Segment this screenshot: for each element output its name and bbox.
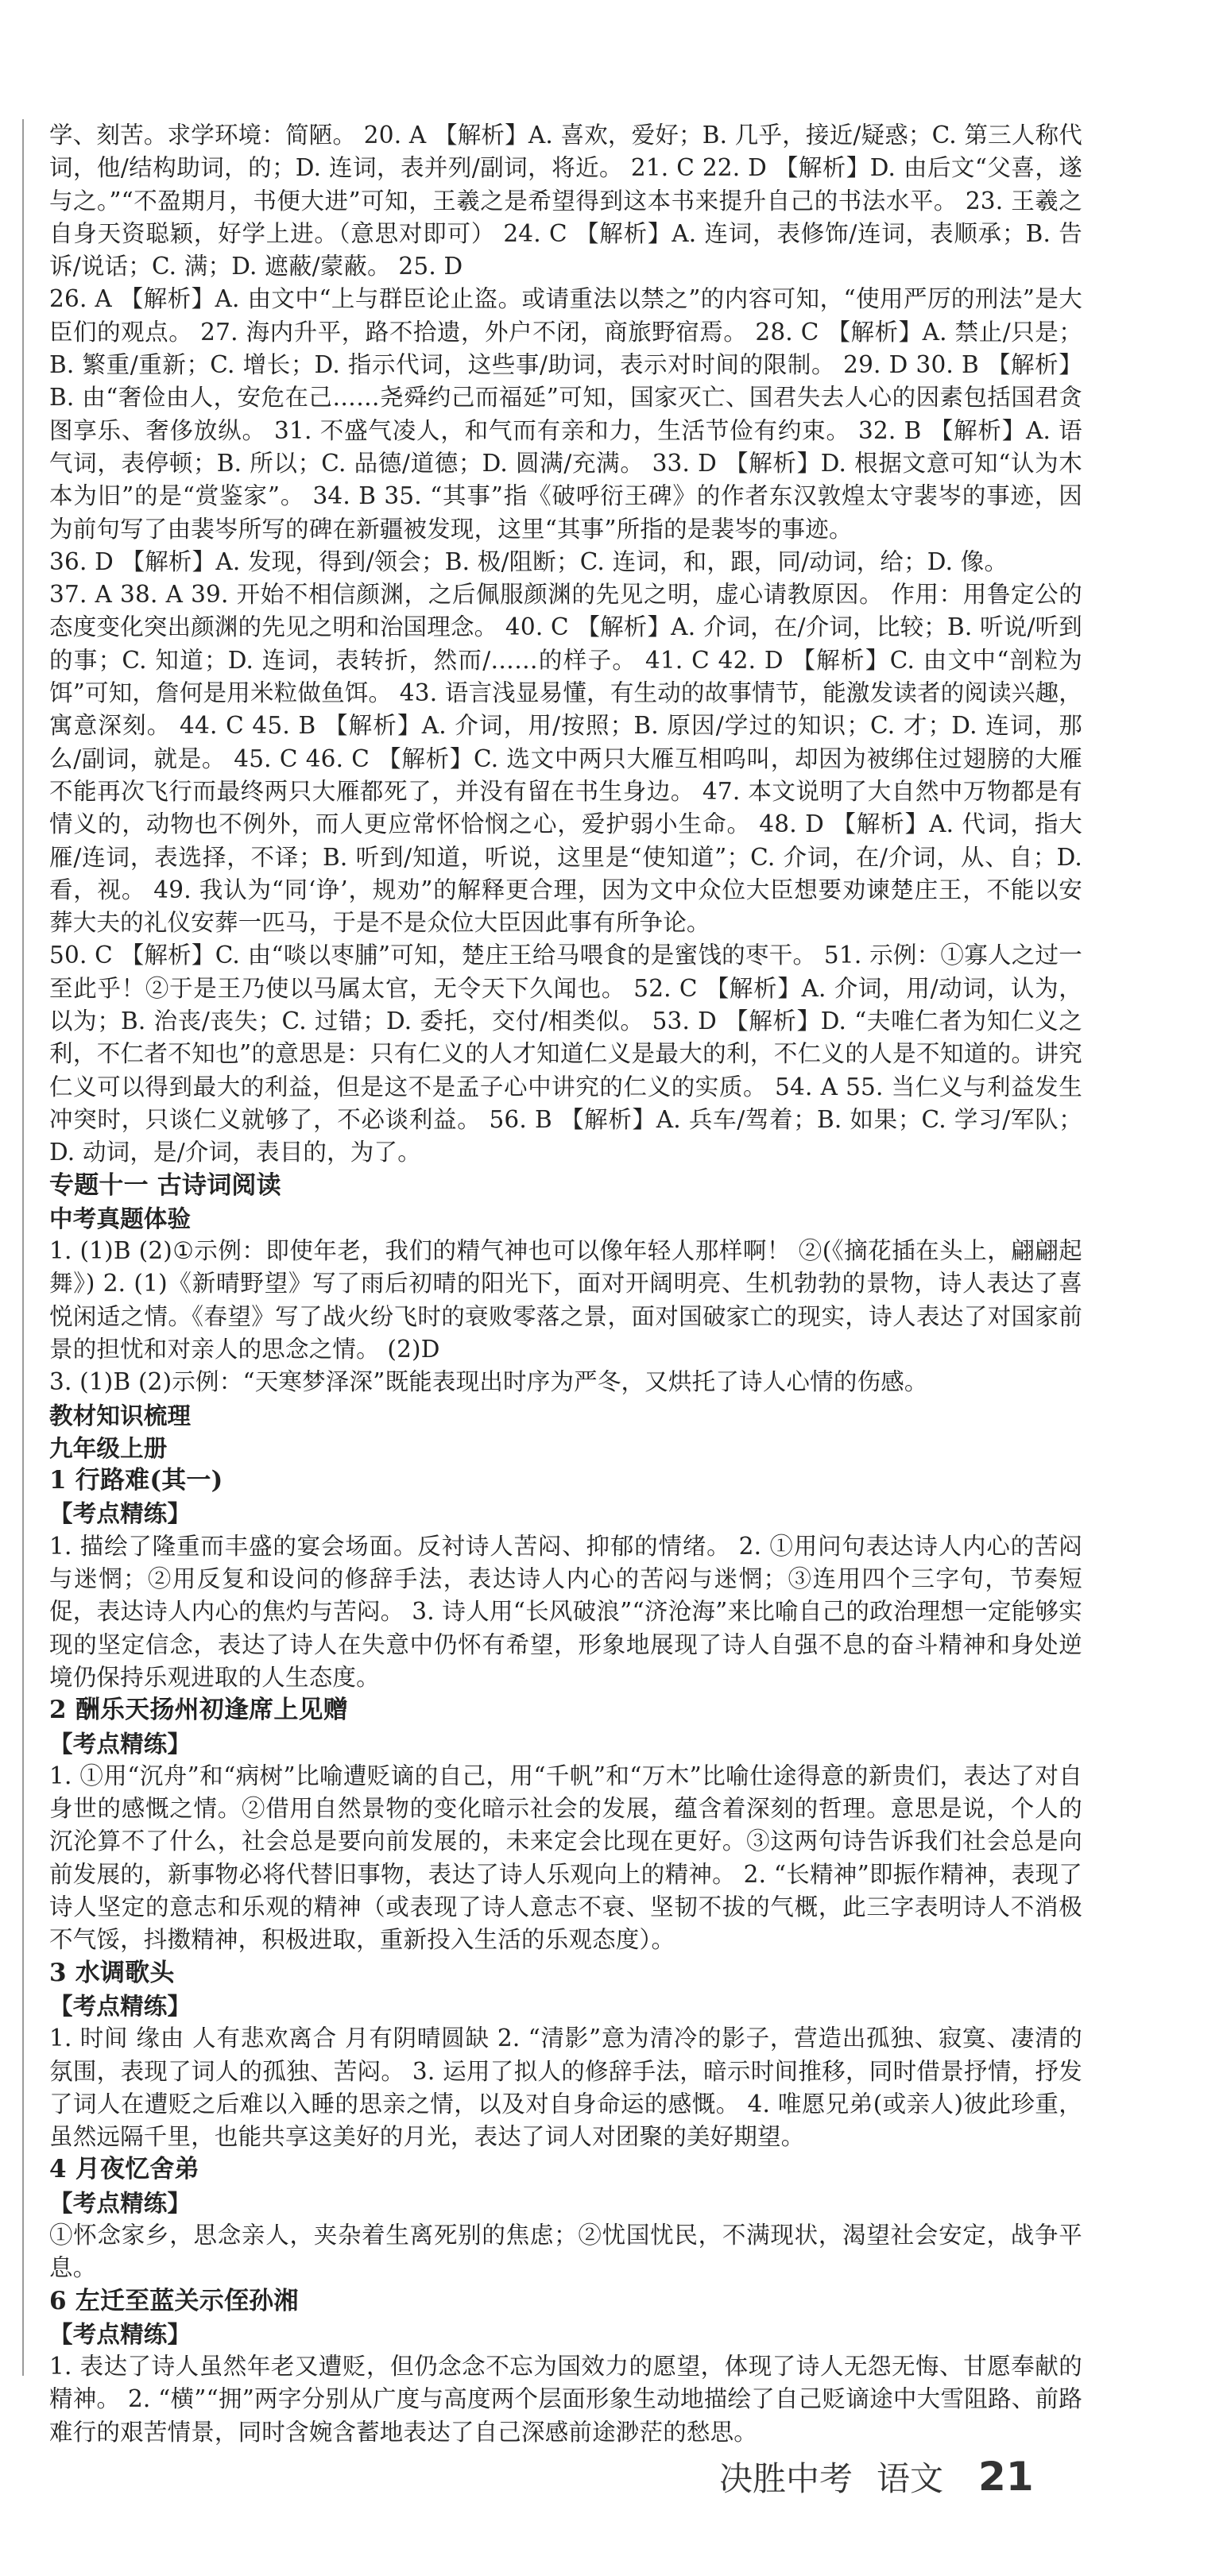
drill-label: 【考点精练】 [49, 1991, 192, 2020]
poem-answer-2: 1. ①用“沉舟”和“病树”比喻遭贬谪的自己，用“千帆”和“万木”比喻仕途得意的新贵们，表达了对自身世的感慨之情。②借用自然景物的变化暗示社会的发展，蕴含着深刻的哲理。意思是说，个人的沉沦算不了什么，社会总是要向前发展的，未来定会比现在更好。③这两句诗告诉我们社会总是向前发展的，新事物必将代替旧事物，表达了诗人乐观向上的精神。 2. “长精神”即振作精神，表现了诗人坚定的意志和乐观的精神（或表现了诗人意志不衰、坚韧不拔的气概，此三字表明诗人不消极不气馁，抖擞精神，积极进取，重新投入生活的乐观态度）。 [49, 1762, 1082, 1954]
poem-answer-5: 1. 表达了诗人虽然年老又遭贬，但仍念念不忘为国效力的愿望，体现了诗人无怨无悔、甘愿奉献的精神。 2. “横”“拥”两字分别从广度与高度两个层面形象生动地描绘了自己贬谪途中大雪阻路、前路难行的艰苦情景，同时含婉含蓄地表达了自己深感前途渺茫的愁思。 [49, 2353, 1082, 2446]
drill-label: 【考点精练】 [49, 2188, 192, 2217]
poem-answer-4: ①怀念家乡，思念亲人，夹杂着生离死别的焦虑；②忧国忧民，不满现状，渴望社会安定，战争平息。 [49, 2222, 1082, 2282]
poem-title-3: 3 水调歌头 [49, 1958, 175, 1987]
answer-paragraph-classical-2: 26. A 【解析】A. 由文中“上与群臣论止盗。或请重法以禁之”的内容可知，“使用严厉的刑法”是大臣们的观点。 27. 海内升平，路不拾遗，外户不闭，商旅野宿焉。 28. C 【解析】A. 禁止/只是；B. 繁重/重新；C. 增长；D. 指示代词，这些事/助词，表示对时间的限制。 29. D 30. B 【解析】B. 由“奢俭由人，安危在己……尧舜约己而福延”可知，国家灭亡、国君失去人心的因素包括国君贪图享乐、奢侈放纵。 31. 不盛气凌人，和气而有亲和力，生活节俭有约束。 32. B 【解析】A. 语气词，表停顿；B. 所以；C. 品德/道德；D. 圆满/充满。 33. D 【解析】D. 根据文意可知“认为木本为旧”的是“赏鉴家”。 34. B 35. “其事”指《破呼衍王碑》的作者东汉敦煌太守裴岑的事迹，因为前句写了由裴岑所写的碑在新疆被发现，这里“其事”所指的是裴岑的事迹。 [49, 285, 1082, 543]
exam-answer-paragraph-1: 1. (1)B (2)①示例：即使年老，我们的精气神也可以像年轻人那样啊！ ②(《摘花插在头上，翩翩起舞》) 2. (1)《新晴野望》写了雨后初晴的阳光下，面对开阔明亮、生机勃勃的景物，诗人表达了喜悦闲适之情。《春望》写了战火纷飞时的衰败零落之景，面对国破家亡的现实，诗人表达了对国家前景的担忧和对亲人的思念之情。 (2)D [49, 1237, 1082, 1363]
answer-paragraph-classical-3: 36. D 【解析】A. 发现，得到/领会；B. 极/阻断；C. 连词，和，跟，同/动词，给；D. 像。 [49, 547, 1008, 575]
poem-answer-3: 1. 时间 缘由 人有悲欢离合 月有阴晴圆缺 2. “清影”意为清冷的影子，营造出孤独、寂寞、凄清的氛围，表现了词人的孤独、苦闷。 3. 运用了拟人的修辞手法，暗示时间推移，同时借景抒情，抒发了词人在遭贬之后难以入睡的思亲之情，以及对自身命运的感慨。 4. 唯愿兄弟(或亲人)彼此珍重，虽然远隔千里，也能共享这美好的月光，表达了词人对团聚的美好期望。 [49, 2025, 1082, 2151]
poem-title-4: 4 月夜忆舍弟 [49, 2155, 199, 2184]
drill-label: 【考点精练】 [49, 1499, 192, 1528]
topic-title: 专题十一 古诗词阅读 [49, 1170, 281, 1200]
footer-subject: 语文 [877, 2459, 944, 2498]
exam-section-title: 中考真题体验 [49, 1204, 192, 1232]
answer-paragraph-classical-4: 37. A 38. A 39. 开始不相信颜渊，之后佩服颜渊的先见之明，虚心请教原因。 作用：用鲁定公的态度变化突出颜渊的先见之明和治国理念。 40. C 【解析】A. 介词，在/介词，比较；B. 听说/听到的事；C. 知道；D. 连词，表转折，然而/……的样子。 41. C 42. D 【解析】C. 由文中“剖粒为饵”可知，詹何是用米粒做鱼饵。 43. 语言浅显易懂，有生动的故事情节，能激发读者的阅读兴趣，寓意深刻。 44. C 45. B 【解析】A. 介词，用/按照；B. 原因/学过的知识；C. 才；D. 连词，那么/副词，就是。 45. C 46. C 【解析】C. 选文中两只大雁互相呜叫，却因为被绑住过翅膀的大雁不能再次飞行而最终两只大雁都死了，并没有留在书生身边。 47. 本文说明了大自然中万物都是有情义的，动物也不例外，而人更应常怀恰悯之心，爱护弱小生命。 48. D 【解析】A. 代词，指大雁/连词，表选择，不译；B. 听到/知道，听说，这里是“使知道”；C. 介词，在/介词，从、自；D. 看，视。 49. 我认为“同‘诤’，规劝”的解释更合理，因为文中众位大臣想要劝谏楚庄王，不能以安葬大夫的礼仪安葬一匹马，于是不是众位大臣因此事有所争论。 [49, 581, 1082, 937]
drill-label: 【考点精练】 [49, 2319, 192, 2348]
answer-key-content [49, 119, 1082, 2449]
binding-margin-line [22, 119, 24, 2376]
textbook-section-title: 教材知识梳理 [49, 1401, 192, 1429]
poem-title-1: 1 行路难(其一) [49, 1466, 223, 1495]
exam-answer-paragraph-2: 3. (1)B (2)示例：“天寒梦泽深”既能表现出时序为严冬，又烘托了诗人心情的伤感。 [49, 1368, 928, 1396]
poem-title-2: 2 酬乐天扬州初逢席上见赠 [49, 1696, 348, 1725]
poem-title-5: 6 左迁至蓝关示侄孙湘 [49, 2286, 299, 2315]
poem-answer-1: 1. 描绘了隆重而丰盛的宴会场面。反衬诗人苦闷、抑郁的情绪。 2. ①用问句表达诗人内心的苦闷与迷惘；②用反复和设问的修辞手法，表达诗人内心的苦闷与迷惘；③连用四个三字句，节奏短促，表达诗人内心的焦灼与苦闷。 3. 诗人用“长风破浪”“济沧海”来比喻自己的政治理想一定能够实现的坚定信念，表达了诗人在失意中仍怀有希望，形象地展现了诗人自强不息的奋斗精神和身处逆境仍保持乐观进取的人生态度。 [49, 1532, 1082, 1691]
answer-paragraph-classical-5: 50. C 【解析】C. 由“啖以枣脯”可知，楚庄王给马喂食的是蜜饯的枣干。 51. 示例：①寡人之过一至此乎！②于是王乃使以马属太官，无令天下久闻也。 52. C 【解析】A. 介词，用/动词，认为，以为；B. 治丧/丧失；C. 过错；D. 委托，交付/相类似。 53. D 【解析】D. “夫唯仁者为知仁义之利，不仁者不知也”的意思是：只有仁义的人才知道仁义是最大的利，不仁义的人是不知道的。讲究仁义可以得到最大的利益，但是这不是孟子心中讲究的仁义的实质。 54. A 55. 当仁义与利益发生冲突时，只谈仁义就够了，不必谈利益。 56. B 【解析】A. 兵车/驾着；B. 如果；C. 学习/军队；D. 动词，是/介词，表目的，为了。 [49, 942, 1082, 1166]
page-footer [719, 2449, 1101, 2504]
grade-title: 九年级上册 [49, 1433, 168, 1462]
page-number: 21 [978, 2454, 1034, 2500]
drill-label: 【考点精练】 [49, 1729, 192, 1758]
answer-paragraph-classical-1: 学、刻苦。求学环境：简陋。 20. A 【解析】A. 喜欢，爱好；B. 几乎，接近/疑惑；C. 第三人称代词，他/结构助词，的；D. 连词，表并列/副词，将近。 21. C 22. D 【解析】D. 由后文“父喜，遂与之。”“不盈期月，书便大进”可知，王羲之是希望得到这本书来提升自己的书法水平。 23. 王羲之自身天资聪颖，好学上进。（意思对即可） 24. C 【解析】A. 连词，表修饰/连词，表顺承；B. 告诉/说话；C. 满；D. 遮蔽/蒙蔽。 25. D [49, 122, 1082, 280]
footer-book-title: 决胜中考 [719, 2459, 853, 2498]
